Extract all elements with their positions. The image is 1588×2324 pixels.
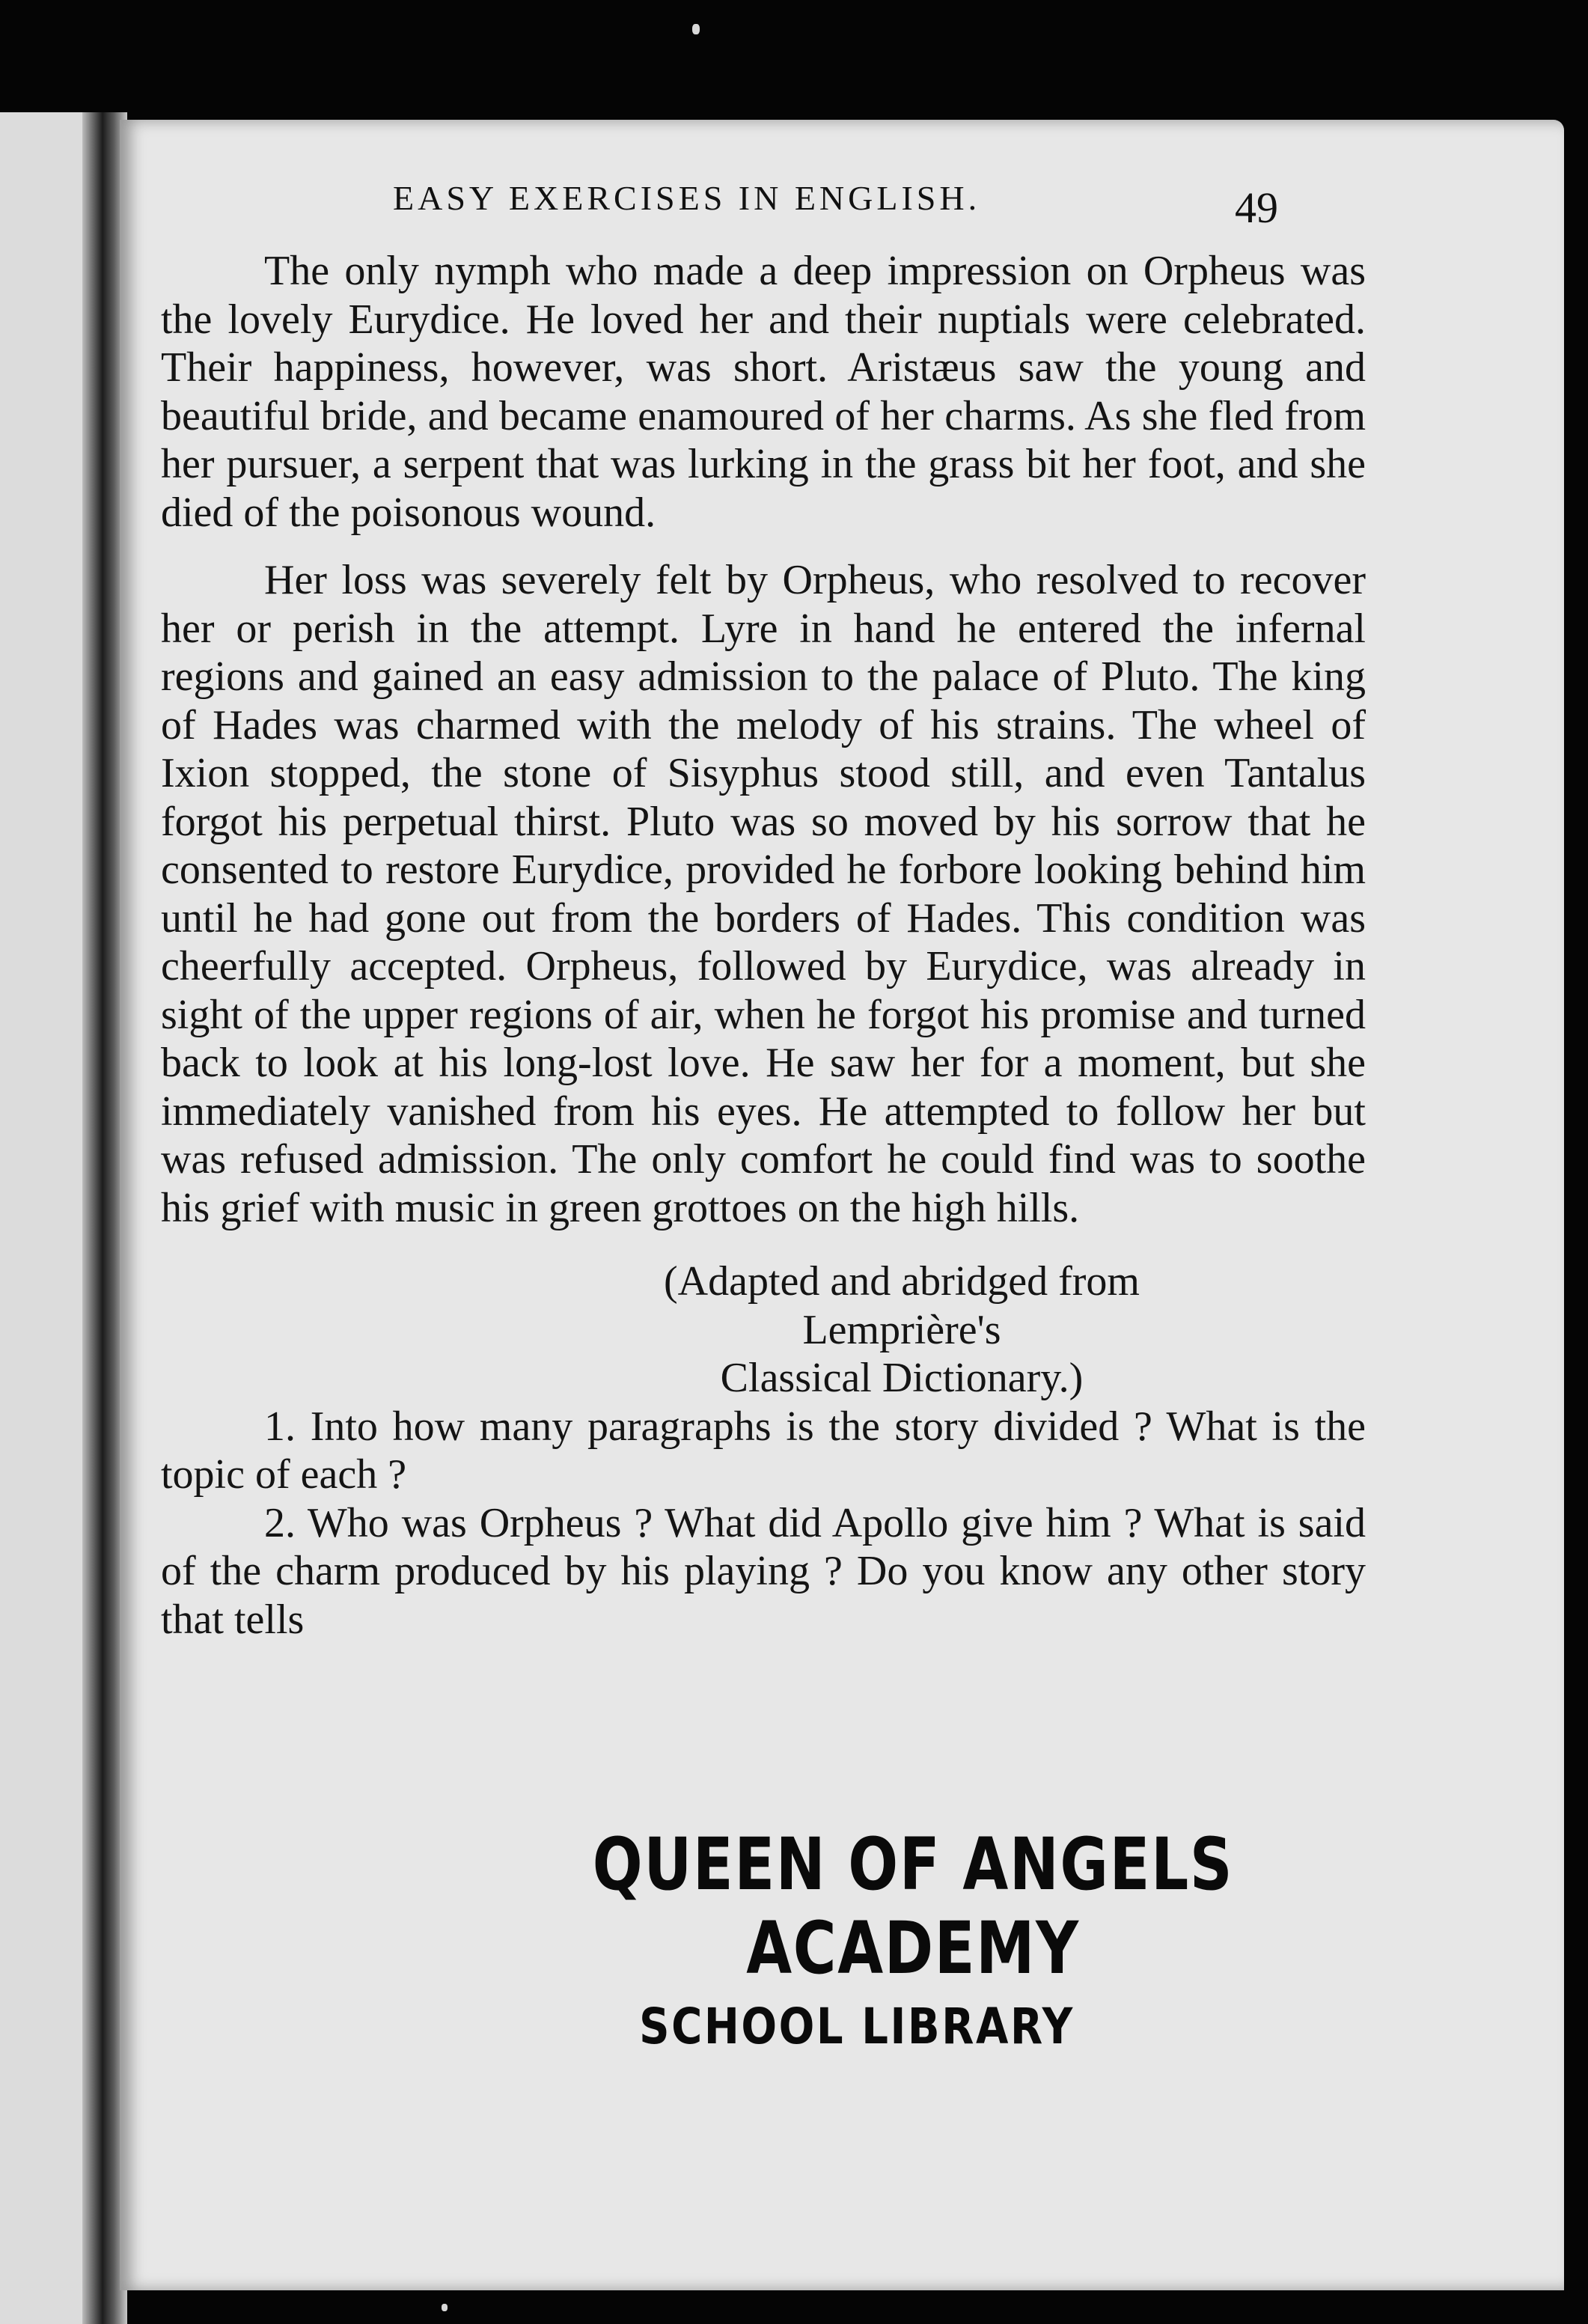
page-number: 49 [1235, 183, 1278, 232]
scan-speck [442, 2304, 448, 2311]
body-text [161, 247, 1366, 1644]
stamp-line: QUEEN OF ANGELS ACADEMY [592, 1823, 1234, 1990]
stamp-line: SCHOOL LIBRARY [639, 1998, 1075, 2055]
scan-speck [692, 24, 700, 34]
paragraph: The only nymph who made a deep impression on Orpheus was the lovely Eurydice. He loved her and their nuptials were celebrated. Their happiness, however, was short. Aristæus saw the young and beautiful bride, and became enamoured of her charms. As she fled from her pursuer, a serpent that was lurking in the grass bit her foot, and she died of the poisonous wound. [161, 248, 1366, 536]
library-stamp [501, 1823, 1325, 2055]
citation-line: Classical Dictionary.) [720, 1355, 1084, 1401]
question: 2. Who was Orpheus ? What did Apollo give him ? What is said of the charm produced by his playing ? Do you know any other story that tells [161, 1499, 1366, 1643]
citation-line: (Adapted and abridged from Lemprière's [664, 1258, 1140, 1353]
running-title: EASY EXERCISES IN ENGLISH. [393, 179, 981, 217]
paragraph: Her loss was severely felt by Orpheus, who resolved to recover her or perish in the attempt. Lyre in hand he entered the infernal regions and gained an easy admission to the palace of Pluto. The king of Hades was charmed with the melody of his strains. The wheel of Ixion stopped, the stone of Sisyphus stood still, and even Tantalus forgot his perpetual thirst. Pluto was so moved by his sorrow that he consented to restore Eurydice, provided he forbore looking behind him until he had gone out from the borders of Hades. This condition was cheerfully accepted. Orpheus, followed by Eurydice, was already in sight of the upper regions of air, when he forgot his promise and turned back to look at his long-lost love. He saw her for a moment, but she immediately vanished from his eyes. He attempted to follow her but was refused admission. The only comfort he could find was to soothe his grief with music in green grottoes on the high hills. [161, 557, 1366, 1231]
question: 1. Into how many paragraphs is the story divided ? What is the topic of each ? [161, 1403, 1366, 1498]
source-citation [565, 1257, 1239, 1403]
